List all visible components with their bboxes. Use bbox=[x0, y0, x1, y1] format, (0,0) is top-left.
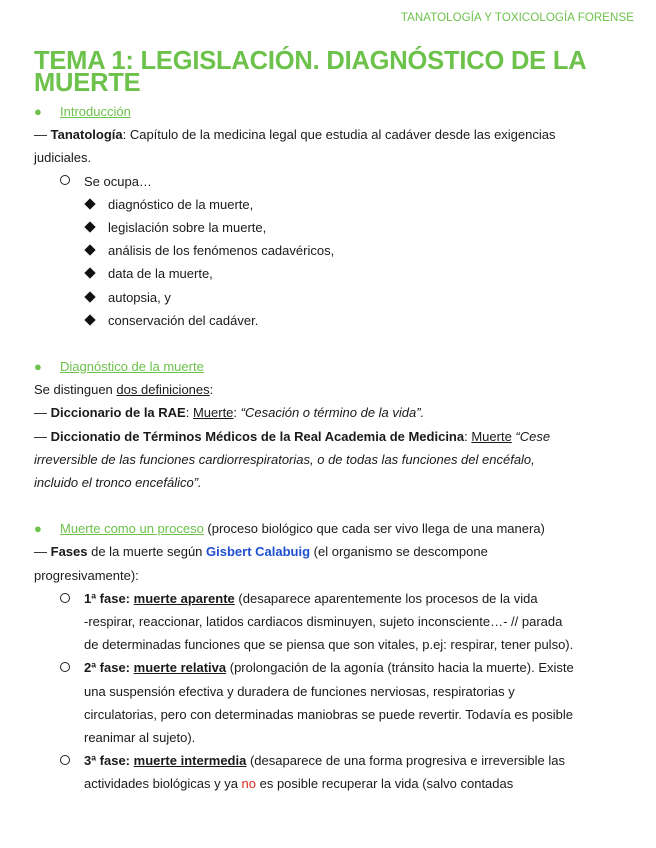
phase-item-1: 1ª fase: muerte aparente (desaparece aparentemente los procesos de la vida -respirar, reaccionar, latidos cardiacos disminuyen, sujeto inconsciente…- // parada de determinadas funciones que se piensa que son vitales, p.ej: respirar, tener pulso). bbox=[34, 587, 634, 657]
section-heading-text: Diagnóstico de la muerte bbox=[60, 359, 204, 375]
diamond-bullet-icon bbox=[84, 245, 95, 256]
definition-rae: — Diccionario de la RAE: Muerte: “Cesación o término de la vida”. bbox=[34, 405, 425, 421]
hollow-circle-bullet-icon bbox=[60, 175, 70, 185]
list-item: conservación del cadáver. bbox=[34, 309, 634, 332]
diamond-bullet-icon bbox=[84, 314, 95, 325]
definition-line-cont: judiciales. bbox=[34, 150, 92, 166]
section-heading-introduccion bbox=[34, 100, 634, 123]
hollow-circle-bullet-icon bbox=[60, 662, 70, 672]
document-body bbox=[34, 100, 634, 796]
bullet-dot-icon: ● bbox=[34, 359, 42, 375]
author-name: Gisbert Calabuig bbox=[206, 544, 311, 560]
bullet-dot-icon: ● bbox=[34, 521, 42, 537]
list-item: autopsia, y bbox=[34, 286, 634, 309]
section-heading-diagnostico bbox=[34, 355, 634, 378]
diamond-bullet-icon bbox=[84, 221, 95, 232]
paragraph-line-cont: progresivamente): bbox=[34, 567, 139, 583]
list-item: diagnóstico de la muerte, bbox=[34, 193, 634, 216]
section-heading-text: Introducción bbox=[60, 104, 131, 119]
hollow-circle-bullet-icon bbox=[60, 755, 70, 765]
list-item: análisis de los fenómenos cadavéricos, bbox=[34, 239, 634, 262]
section-heading-text: Muerte como un proceso bbox=[60, 521, 204, 537]
sub-list-item: Se ocupa… bbox=[34, 170, 634, 193]
phase-item-2: 2ª fase: muerte relativa (prolongación de la agonía (tránsito hacia la muerte). Existe una suspensión efectiva y duradera de funciones nerviosas, respiratorias y circulatorias, pero con determinadas maniobras se puede revertir. Todavía es posible reanimar al sujeto). bbox=[34, 656, 634, 749]
bullet-dot-icon: ● bbox=[34, 104, 42, 119]
list-item: legislación sobre la muerte, bbox=[34, 216, 634, 239]
definition-medical-cont: incluido el tronco encefálico”. bbox=[34, 475, 202, 491]
definition-line: — Tanatología: Capítulo de la medicina legal que estudia al cadáver desde las exigencias bbox=[34, 127, 556, 143]
section-heading-proceso: ● Muerte como un proceso (proceso biológico que cada ser vivo llega de una manera) bbox=[34, 517, 634, 540]
definition-medical: — Diccionatio de Términos Médicos de la Real Academia de Medicina: Muerte “Cese bbox=[34, 428, 551, 444]
paragraph-line: Se distinguen dos definiciones: bbox=[34, 382, 214, 398]
paragraph-line: — Fases de la muerte según Gisbert Calabuig (el organismo se descompone bbox=[34, 544, 488, 560]
definition-medical-cont: irreversible de las funciones cardiorrespiratorias, o de todas las funciones del encéfalo, bbox=[34, 451, 535, 467]
hollow-circle-bullet-icon bbox=[60, 593, 70, 603]
emphasis-no: no bbox=[241, 776, 256, 792]
course-header: TANATOLOGÍA Y TOXICOLOGÍA FORENSE bbox=[400, 12, 634, 24]
diamond-bullet-icon bbox=[84, 268, 95, 279]
list-item: data de la muerte, bbox=[34, 262, 634, 285]
diamond-bullet-icon bbox=[84, 198, 95, 209]
term-tanatologia: Tanatología bbox=[50, 127, 123, 143]
phase-item-3: 3ª fase: muerte intermedia (desaparece de una forma progresiva e irreversible las actividades biológicas y ya no es posible recuperar la vida (salvo contadas bbox=[34, 749, 634, 795]
page-title: TEMA 1: LEGISLACIÓN. DIAGNÓSTICO DE LA MUERTE bbox=[34, 47, 586, 97]
diamond-bullet-icon bbox=[84, 291, 95, 302]
